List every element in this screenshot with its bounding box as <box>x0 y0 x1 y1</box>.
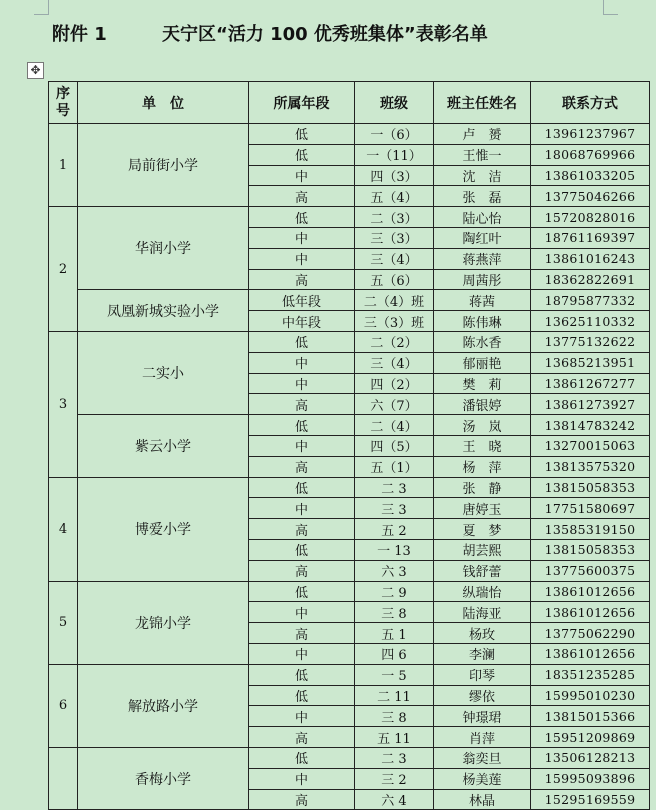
teacher-cell: 蒋燕萍 <box>434 248 531 269</box>
grade-cell: 高 <box>249 560 355 581</box>
grade-cell: 中 <box>249 602 355 623</box>
class-cell: 二（3） <box>355 207 434 228</box>
teacher-cell: 王惟一 <box>434 144 531 165</box>
phone-cell: 17751580697 <box>531 498 650 519</box>
teacher-cell: 杨 萍 <box>434 456 531 477</box>
grade-cell: 中年段 <box>249 311 355 332</box>
phone-cell: 15995010230 <box>531 685 650 706</box>
phone-cell: 18761169397 <box>531 227 650 248</box>
phone-cell: 13270015063 <box>531 435 650 456</box>
grade-cell: 高 <box>249 394 355 415</box>
header-contact: 联系方式 <box>531 82 650 124</box>
class-cell: 五 1 <box>355 623 434 644</box>
grade-cell: 中 <box>249 435 355 456</box>
table-row <box>49 747 650 768</box>
table-row <box>49 207 650 228</box>
grade-cell: 低 <box>249 331 355 352</box>
grade-cell: 低 <box>249 747 355 768</box>
grade-cell: 高 <box>249 623 355 644</box>
class-cell: 三 3 <box>355 498 434 519</box>
move-arrows-icon: ✥ <box>30 63 41 77</box>
class-cell: 六 4 <box>355 789 434 810</box>
grade-cell: 低 <box>249 415 355 436</box>
phone-cell: 18068769966 <box>531 144 650 165</box>
class-cell: 三 2 <box>355 768 434 789</box>
table-row <box>49 415 650 436</box>
grade-cell: 中 <box>249 768 355 789</box>
header-unit: 单 位 <box>78 82 249 124</box>
grade-cell: 中 <box>249 498 355 519</box>
header-teacher: 班主任姓名 <box>434 82 531 124</box>
school-name-cell: 凤凰新城实验小学 <box>78 290 249 332</box>
phone-cell: 13861012656 <box>531 602 650 623</box>
teacher-cell: 汤 岚 <box>434 415 531 436</box>
group-number-cell: 2 <box>49 207 78 332</box>
school-name-cell: 局前街小学 <box>78 124 249 207</box>
teacher-cell: 夏 梦 <box>434 519 531 540</box>
teacher-cell: 缪依 <box>434 685 531 706</box>
class-cell: 三（4） <box>355 248 434 269</box>
class-cell: 二 9 <box>355 581 434 602</box>
teacher-cell: 陈伟琳 <box>434 311 531 332</box>
school-name-cell: 二实小 <box>78 331 249 414</box>
phone-cell: 13813575320 <box>531 456 650 477</box>
grade-cell: 低 <box>249 477 355 498</box>
class-cell: 三（4） <box>355 352 434 373</box>
grade-cell: 高 <box>249 789 355 810</box>
phone-cell: 13625110332 <box>531 311 650 332</box>
teacher-cell: 杨美莲 <box>434 768 531 789</box>
grade-cell: 高 <box>249 269 355 290</box>
header-grade: 所属年段 <box>249 82 355 124</box>
phone-cell: 18351235285 <box>531 664 650 685</box>
award-list-table <box>48 81 650 810</box>
class-cell: 二 3 <box>355 477 434 498</box>
teacher-cell: 陶红叶 <box>434 227 531 248</box>
phone-cell: 13685213951 <box>531 352 650 373</box>
phone-cell: 18795877332 <box>531 290 650 311</box>
phone-cell: 15295169559 <box>531 789 650 810</box>
teacher-cell: 李澜 <box>434 643 531 664</box>
group-number-cell: 4 <box>49 477 78 581</box>
grade-cell: 低 <box>249 539 355 560</box>
class-cell: 五（4） <box>355 186 434 207</box>
teacher-cell: 陆心怡 <box>434 207 531 228</box>
class-cell: 二（4） <box>355 415 434 436</box>
page-corner-mark-left <box>34 0 49 15</box>
table-row <box>49 124 650 145</box>
document-title <box>52 20 488 46</box>
table-row <box>49 290 650 311</box>
teacher-cell: 杨玫 <box>434 623 531 644</box>
phone-cell: 15951209869 <box>531 727 650 748</box>
grade-cell: 中 <box>249 352 355 373</box>
phone-cell: 13814783242 <box>531 415 650 436</box>
grade-cell: 高 <box>249 186 355 207</box>
teacher-cell: 沈 洁 <box>434 165 531 186</box>
grade-cell: 低 <box>249 685 355 706</box>
grade-cell: 低年段 <box>249 290 355 311</box>
class-cell: 六 3 <box>355 560 434 581</box>
phone-cell: 13861016243 <box>531 248 650 269</box>
grade-cell: 低 <box>249 207 355 228</box>
class-cell: 三（3）班 <box>355 311 434 332</box>
school-name-cell: 华润小学 <box>78 207 249 290</box>
header-seq: 序 号 <box>49 82 78 124</box>
grade-cell: 低 <box>249 144 355 165</box>
phone-cell: 13775600375 <box>531 560 650 581</box>
class-cell: 四（5） <box>355 435 434 456</box>
teacher-cell: 张 静 <box>434 477 531 498</box>
phone-cell: 13861033205 <box>531 165 650 186</box>
class-cell: 五 2 <box>355 519 434 540</box>
class-cell: 五（6） <box>355 269 434 290</box>
teacher-cell: 纵瑞怡 <box>434 581 531 602</box>
phone-cell: 15995093896 <box>531 768 650 789</box>
grade-cell: 高 <box>249 727 355 748</box>
teacher-cell: 陆海亚 <box>434 602 531 623</box>
class-cell: 三 8 <box>355 706 434 727</box>
grade-cell: 低 <box>249 664 355 685</box>
school-name-cell: 博爱小学 <box>78 477 249 581</box>
teacher-cell: 王 晓 <box>434 435 531 456</box>
table-row <box>49 664 650 685</box>
phone-cell: 13861012656 <box>531 643 650 664</box>
class-cell: 五（1） <box>355 456 434 477</box>
school-name-cell: 紫云小学 <box>78 415 249 477</box>
attachment-label: 附件 1 <box>52 24 107 45</box>
phone-cell: 13775132622 <box>531 331 650 352</box>
phone-cell: 13815058353 <box>531 539 650 560</box>
class-cell: 四（3） <box>355 165 434 186</box>
grade-cell: 中 <box>249 643 355 664</box>
phone-cell: 13861267277 <box>531 373 650 394</box>
table-row <box>49 581 650 602</box>
table-header-row <box>49 82 650 124</box>
phone-cell: 13815015366 <box>531 706 650 727</box>
phone-cell: 13775062290 <box>531 623 650 644</box>
teacher-cell: 郁丽艳 <box>434 352 531 373</box>
teacher-cell: 周茜彤 <box>434 269 531 290</box>
class-cell: 一 5 <box>355 664 434 685</box>
title-text: 天宁区“活力 100 优秀班集体”表彰名单 <box>162 24 488 45</box>
phone-cell: 13775046266 <box>531 186 650 207</box>
header-class: 班级 <box>355 82 434 124</box>
class-cell: 六（7） <box>355 394 434 415</box>
teacher-cell: 翁奕旦 <box>434 747 531 768</box>
school-name-cell: 解放路小学 <box>78 664 249 747</box>
class-cell: 二 11 <box>355 685 434 706</box>
table-row <box>49 477 650 498</box>
table-row <box>49 331 650 352</box>
teacher-cell: 印琴 <box>434 664 531 685</box>
phone-cell: 13961237967 <box>531 124 650 145</box>
class-cell: 二（2） <box>355 331 434 352</box>
group-number-cell: 3 <box>49 331 78 477</box>
phone-cell: 13861273927 <box>531 394 650 415</box>
class-cell: 三 8 <box>355 602 434 623</box>
grade-cell: 低 <box>249 124 355 145</box>
group-number-cell: 6 <box>49 664 78 747</box>
teacher-cell: 肖萍 <box>434 727 531 748</box>
class-cell: 三（3） <box>355 227 434 248</box>
class-cell: 二（4）班 <box>355 290 434 311</box>
phone-cell: 15720828016 <box>531 207 650 228</box>
phone-cell: 13861012656 <box>531 581 650 602</box>
teacher-cell: 陈水香 <box>434 331 531 352</box>
class-cell: 一 13 <box>355 539 434 560</box>
group-number-cell <box>49 747 78 809</box>
class-cell: 四 6 <box>355 643 434 664</box>
teacher-cell: 张 磊 <box>434 186 531 207</box>
grade-cell: 中 <box>249 227 355 248</box>
grade-cell: 中 <box>249 373 355 394</box>
group-number-cell: 1 <box>49 124 78 207</box>
teacher-cell: 胡芸熙 <box>434 539 531 560</box>
grade-cell: 中 <box>249 706 355 727</box>
grade-cell: 高 <box>249 519 355 540</box>
grade-cell: 低 <box>249 581 355 602</box>
phone-cell: 13585319150 <box>531 519 650 540</box>
class-cell: 四（2） <box>355 373 434 394</box>
page-corner-mark-right <box>603 0 618 15</box>
group-number-cell: 5 <box>49 581 78 664</box>
school-name-cell: 龙锦小学 <box>78 581 249 664</box>
teacher-cell: 钱舒蕾 <box>434 560 531 581</box>
phone-cell: 13815058353 <box>531 477 650 498</box>
teacher-cell: 林晶 <box>434 789 531 810</box>
grade-cell: 高 <box>249 456 355 477</box>
class-cell: 五 11 <box>355 727 434 748</box>
school-name-cell: 香梅小学 <box>78 747 249 809</box>
teacher-cell: 潘银婷 <box>434 394 531 415</box>
phone-cell: 18362822691 <box>531 269 650 290</box>
teacher-cell: 蒋茜 <box>434 290 531 311</box>
table-move-handle[interactable] <box>27 62 44 79</box>
grade-cell: 中 <box>249 165 355 186</box>
grade-cell: 中 <box>249 248 355 269</box>
phone-cell: 13506128213 <box>531 747 650 768</box>
class-cell: 一（6） <box>355 124 434 145</box>
teacher-cell: 钟璟珺 <box>434 706 531 727</box>
class-cell: 二 3 <box>355 747 434 768</box>
teacher-cell: 卢 赟 <box>434 124 531 145</box>
class-cell: 一（11） <box>355 144 434 165</box>
teacher-cell: 唐婷玉 <box>434 498 531 519</box>
teacher-cell: 樊 莉 <box>434 373 531 394</box>
